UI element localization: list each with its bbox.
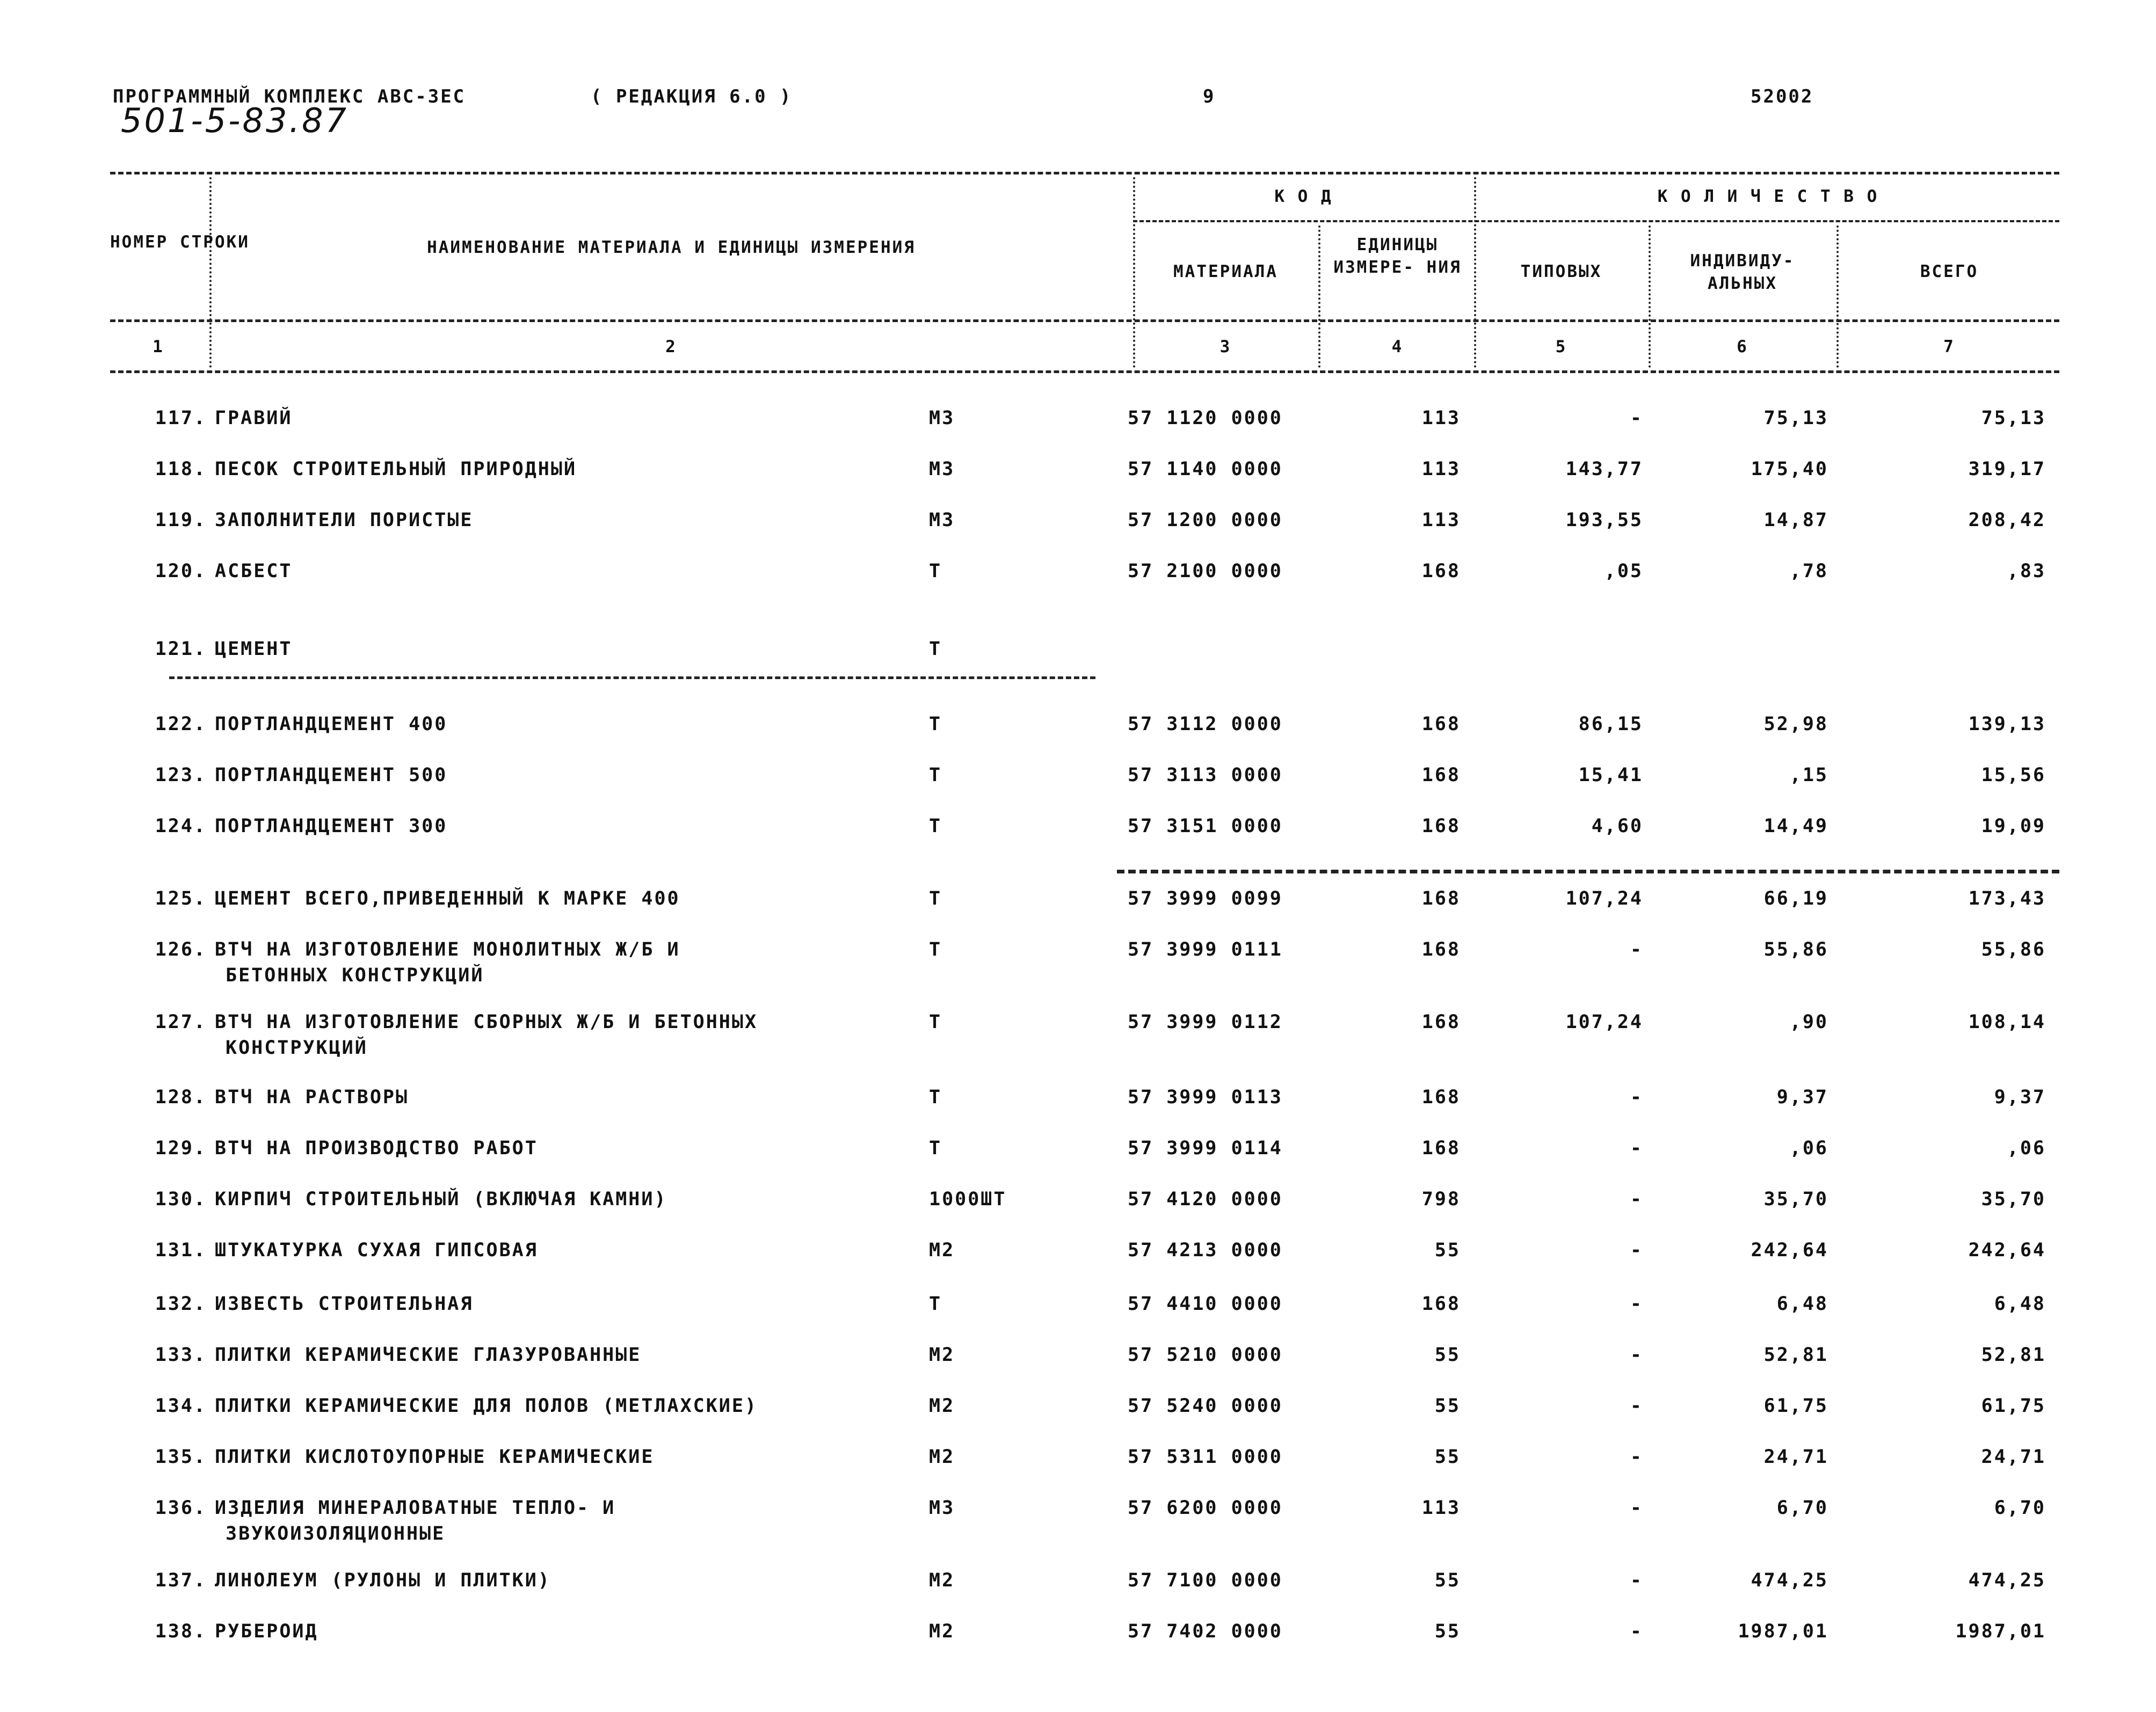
document-number: 501-5-83.87 bbox=[121, 101, 349, 140]
unit-code: 168 bbox=[1421, 1293, 1461, 1315]
qty-total: 9,37 bbox=[1994, 1087, 2046, 1108]
unit: Т bbox=[929, 939, 942, 960]
header-separator bbox=[1474, 177, 1476, 368]
unit: М2 bbox=[929, 1570, 955, 1591]
unit-code: 168 bbox=[1421, 713, 1461, 735]
material-code: 57 1140 0000 bbox=[1128, 458, 1283, 480]
qty-individual: 1987,01 bbox=[1738, 1621, 1828, 1642]
qty-individual: ,90 bbox=[1789, 1011, 1828, 1033]
material-name: ПЛИТКИ КЕРАМИЧЕСКИЕ ГЛАЗУРОВАННЫЕ bbox=[215, 1344, 642, 1366]
material-name: ВТЧ НА ПРОИЗВОДСТВО РАБОТ bbox=[215, 1138, 538, 1159]
qty-individual: 35,70 bbox=[1763, 1189, 1828, 1210]
material-name: ПОРТЛАНДЦЕМЕНТ 400 bbox=[215, 713, 448, 735]
row-number: 118. bbox=[155, 458, 207, 480]
qty-individual: 66,19 bbox=[1763, 888, 1828, 909]
unit: Т bbox=[929, 638, 942, 660]
row-number: 138. bbox=[155, 1621, 207, 1642]
unit: М3 bbox=[929, 1497, 955, 1519]
row-number: 133. bbox=[155, 1344, 207, 1366]
unit-code: 168 bbox=[1421, 1011, 1461, 1033]
qty-typical: 107,24 bbox=[1565, 888, 1643, 909]
header-separator bbox=[1318, 225, 1320, 368]
unit: Т bbox=[929, 1087, 942, 1108]
row-number: 128. bbox=[155, 1087, 207, 1108]
row-number: 134. bbox=[155, 1395, 207, 1417]
qty-total: 52,81 bbox=[1981, 1344, 2046, 1366]
col-number: 4 bbox=[1391, 337, 1404, 356]
material-code: 57 3999 0114 bbox=[1128, 1138, 1283, 1159]
material-code: 57 5240 0000 bbox=[1128, 1395, 1283, 1417]
qty-individual: 6,48 bbox=[1776, 1293, 1828, 1315]
material-name: ШТУКАТУРКА СУХАЯ ГИПСОВАЯ bbox=[215, 1240, 538, 1261]
col-head-qty-typical: ТИПОВЫХ bbox=[1520, 262, 1602, 281]
qty-individual: 52,81 bbox=[1763, 1344, 1828, 1366]
material-code: 57 4120 0000 bbox=[1128, 1189, 1283, 1210]
qty-individual: 14,87 bbox=[1763, 509, 1828, 531]
material-name: ПЛИТКИ КИСЛОТОУПОРНЫЕ КЕРАМИЧЕСКИЕ bbox=[215, 1446, 655, 1468]
row-number: 126. bbox=[155, 939, 207, 960]
qty-total: 6,70 bbox=[1994, 1497, 2046, 1519]
row-number: 121. bbox=[155, 638, 207, 660]
unit: 1000ШТ bbox=[929, 1189, 1007, 1210]
program-name: ПРОГРАММНЫЙ КОМПЛЕКС АВС-3ЕС bbox=[113, 86, 466, 107]
unit: М2 bbox=[929, 1395, 955, 1417]
unit: Т bbox=[929, 888, 942, 909]
qty-individual: 6,70 bbox=[1776, 1497, 1828, 1519]
row-number: 123. bbox=[155, 764, 207, 786]
qty-total: ,06 bbox=[2007, 1138, 2046, 1159]
qty-total: 319,17 bbox=[1968, 458, 2046, 480]
qty-individual: 14,49 bbox=[1763, 815, 1828, 837]
qty-typical: - bbox=[1630, 1189, 1643, 1210]
unit: М3 bbox=[929, 509, 955, 531]
row-number: 129. bbox=[155, 1138, 207, 1159]
material-name: ПЕСОК СТРОИТЕЛЬНЫЙ ПРИРОДНЫЙ bbox=[215, 458, 577, 480]
qty-typical: - bbox=[1630, 1446, 1643, 1468]
qty-typical: - bbox=[1630, 407, 1643, 429]
header-separator bbox=[209, 177, 212, 368]
unit-code: 113 bbox=[1421, 407, 1461, 429]
unit-code: 168 bbox=[1421, 1087, 1461, 1108]
material-code: 57 1200 0000 bbox=[1128, 509, 1283, 531]
qty-total: ,83 bbox=[2007, 560, 2046, 582]
material-name-continued: БЕТОННЫХ КОНСТРУКЦИЙ bbox=[226, 965, 484, 986]
col-head-qty-group: К О Л И Ч Е С Т В О bbox=[1657, 187, 1879, 206]
row-number: 131. bbox=[155, 1240, 207, 1261]
qty-typical: ,05 bbox=[1604, 560, 1643, 582]
material-name: ИЗВЕСТЬ СТРОИТЕЛЬНАЯ bbox=[215, 1293, 474, 1315]
material-name: ЗАПОЛНИТЕЛИ ПОРИСТЫЕ bbox=[215, 509, 474, 531]
material-name: РУБЕРОИД bbox=[215, 1621, 318, 1642]
qty-total: 242,64 bbox=[1968, 1240, 2046, 1261]
qty-total: 1987,01 bbox=[1955, 1621, 2046, 1642]
material-name: ВТЧ НА РАСТВОРЫ bbox=[215, 1087, 409, 1108]
material-code: 57 3999 0113 bbox=[1128, 1087, 1283, 1108]
col-number: 1 bbox=[153, 337, 164, 356]
material-code: 57 3151 0000 bbox=[1128, 815, 1283, 837]
page-number: 9 bbox=[1203, 86, 1216, 107]
header-separator bbox=[1836, 225, 1839, 368]
unit: Т bbox=[929, 764, 942, 786]
material-name: ИЗДЕЛИЯ МИНЕРАЛОВАТНЫЕ ТЕПЛО- И bbox=[215, 1497, 616, 1519]
header-separator bbox=[1649, 225, 1651, 368]
qty-total: 108,14 bbox=[1968, 1011, 2046, 1033]
row-number: 130. bbox=[155, 1189, 207, 1210]
material-code: 57 7100 0000 bbox=[1128, 1570, 1283, 1591]
qty-total: 6,48 bbox=[1994, 1293, 2046, 1315]
qty-typical: - bbox=[1630, 1344, 1643, 1366]
qty-typical: 143,77 bbox=[1565, 458, 1643, 480]
qty-typical: - bbox=[1630, 1497, 1643, 1519]
material-name: ПОРТЛАНДЦЕМЕНТ 500 bbox=[215, 764, 448, 786]
qty-total: 24,71 bbox=[1981, 1446, 2046, 1468]
material-name: КИРПИЧ СТРОИТЕЛЬНЫЙ (ВКЛЮЧАЯ КАМНИ) bbox=[215, 1189, 667, 1210]
header-bottom-rule bbox=[110, 319, 2059, 322]
qty-individual: 61,75 bbox=[1763, 1395, 1828, 1417]
col-number: 6 bbox=[1737, 337, 1748, 356]
qty-typical: - bbox=[1630, 1087, 1643, 1108]
qty-individual: 52,98 bbox=[1763, 713, 1828, 735]
col-number: 2 bbox=[665, 337, 677, 356]
cement-group-rule bbox=[169, 676, 1095, 679]
qty-typical: - bbox=[1630, 939, 1643, 960]
qty-typical: - bbox=[1630, 1570, 1643, 1591]
unit-code: 113 bbox=[1421, 1497, 1461, 1519]
unit-code: 55 bbox=[1434, 1395, 1461, 1417]
row-number: 124. bbox=[155, 815, 207, 837]
qty-typical: 15,41 bbox=[1578, 764, 1643, 786]
qty-individual: ,78 bbox=[1789, 560, 1828, 582]
unit-code: 113 bbox=[1421, 509, 1461, 531]
unit: М3 bbox=[929, 458, 955, 480]
qty-individual: 474,25 bbox=[1751, 1570, 1828, 1591]
qty-individual: ,15 bbox=[1789, 764, 1828, 786]
unit: М3 bbox=[929, 407, 955, 429]
unit-code: 168 bbox=[1421, 888, 1461, 909]
unit: Т bbox=[929, 1011, 942, 1033]
col-head-code-material: МАТЕРИАЛА bbox=[1173, 262, 1278, 281]
header-group-rule bbox=[1133, 220, 2059, 222]
col-number: 7 bbox=[1943, 337, 1955, 356]
material-name: ЛИНОЛЕУМ (РУЛОНЫ И ПЛИТКИ) bbox=[215, 1570, 551, 1591]
material-name: АСБЕСТ bbox=[215, 560, 293, 582]
row-number: 136. bbox=[155, 1497, 207, 1519]
material-name: ВТЧ НА ИЗГОТОВЛЕНИЕ МОНОЛИТНЫХ Ж/Б И bbox=[215, 939, 680, 960]
qty-individual: 175,40 bbox=[1751, 458, 1828, 480]
qty-total: 474,25 bbox=[1968, 1570, 2046, 1591]
qty-total: 208,42 bbox=[1968, 509, 2046, 531]
qty-typical: 193,55 bbox=[1565, 509, 1643, 531]
unit: Т bbox=[929, 1293, 942, 1315]
unit: Т bbox=[929, 713, 942, 735]
row-number: 127. bbox=[155, 1011, 207, 1033]
unit: Т bbox=[929, 1138, 942, 1159]
qty-total: 61,75 bbox=[1981, 1395, 2046, 1417]
qty-total: 55,86 bbox=[1981, 939, 2046, 960]
qty-individual: 242,64 bbox=[1751, 1240, 1828, 1261]
col-number: 3 bbox=[1219, 337, 1232, 356]
row-number: 120. bbox=[155, 560, 207, 582]
unit-code: 168 bbox=[1421, 1138, 1461, 1159]
unit-code: 113 bbox=[1421, 458, 1461, 480]
col-head-code-group: К О Д bbox=[1274, 187, 1333, 206]
colnum-bottom-rule bbox=[110, 370, 2059, 373]
material-code: 57 7402 0000 bbox=[1128, 1621, 1283, 1642]
material-code: 57 5210 0000 bbox=[1128, 1344, 1283, 1366]
material-code: 57 2100 0000 bbox=[1128, 560, 1283, 582]
material-name: ЦЕМЕНТ ВСЕГО,ПРИВЕДЕННЫЙ К МАРКЕ 400 bbox=[215, 888, 680, 909]
material-name-continued: КОНСТРУКЦИЙ bbox=[226, 1037, 368, 1059]
qty-typical: - bbox=[1630, 1621, 1643, 1642]
qty-total: 35,70 bbox=[1981, 1189, 2046, 1210]
row-number: 119. bbox=[155, 509, 207, 531]
material-code: 57 3112 0000 bbox=[1128, 713, 1283, 735]
unit-code: 168 bbox=[1421, 939, 1461, 960]
unit: М2 bbox=[929, 1446, 955, 1468]
material-name: ВТЧ НА ИЗГОТОВЛЕНИЕ СБОРНЫХ Ж/Б И БЕТОННЫХ bbox=[215, 1011, 758, 1033]
qty-typical: - bbox=[1630, 1293, 1643, 1315]
row-number: 125. bbox=[155, 888, 207, 909]
unit-code: 55 bbox=[1434, 1344, 1461, 1366]
qty-individual: ,06 bbox=[1789, 1138, 1828, 1159]
col-head-code-unit: ЕДИНИЦЫ ИЗМЕРЕ- НИЯ bbox=[1333, 235, 1462, 277]
material-name: ГРАВИЙ bbox=[215, 407, 293, 429]
material-code: 57 3999 0112 bbox=[1128, 1011, 1283, 1033]
unit-code: 55 bbox=[1434, 1240, 1461, 1261]
material-name-continued: ЗВУКОИЗОЛЯЦИОННЫЕ bbox=[226, 1523, 446, 1545]
material-name: ЦЕМЕНТ bbox=[215, 638, 293, 660]
unit-code: 168 bbox=[1421, 560, 1461, 582]
table-top-rule bbox=[110, 172, 2059, 174]
material-name: ПОРТЛАНДЦЕМЕНТ 300 bbox=[215, 815, 448, 837]
qty-total: 139,13 bbox=[1968, 713, 2046, 735]
qty-typical: 107,24 bbox=[1565, 1011, 1643, 1033]
unit: М2 bbox=[929, 1240, 955, 1261]
material-name: ПЛИТКИ КЕРАМИЧЕСКИЕ ДЛЯ ПОЛОВ (МЕТЛАХСКИЕ) bbox=[215, 1395, 758, 1417]
qty-individual: 9,37 bbox=[1776, 1087, 1828, 1108]
qty-total: 15,56 bbox=[1981, 764, 2046, 786]
cement-total-rule bbox=[1117, 870, 2059, 873]
qty-typical: 4,60 bbox=[1591, 815, 1643, 837]
row-number: 132. bbox=[155, 1293, 207, 1315]
col-head-row-number: НОМЕР СТРОКИ bbox=[110, 232, 250, 252]
material-code: 57 1120 0000 bbox=[1128, 407, 1283, 429]
qty-total: 75,13 bbox=[1981, 407, 2046, 429]
unit-code: 55 bbox=[1434, 1621, 1461, 1642]
unit-code: 55 bbox=[1434, 1570, 1461, 1591]
unit-code: 168 bbox=[1421, 815, 1461, 837]
row-number: 122. bbox=[155, 713, 207, 735]
row-number: 135. bbox=[155, 1446, 207, 1468]
unit: Т bbox=[929, 560, 942, 582]
unit-code: 798 bbox=[1421, 1189, 1461, 1210]
col-number: 5 bbox=[1555, 337, 1567, 356]
material-code: 57 3113 0000 bbox=[1128, 764, 1283, 786]
col-head-qty-total: ВСЕГО bbox=[1920, 262, 1979, 281]
qty-typical: - bbox=[1630, 1240, 1643, 1261]
col-head-qty-individual: ИНДИВИДУ- АЛЬНЫХ bbox=[1690, 251, 1795, 293]
material-code: 57 3999 0111 bbox=[1128, 939, 1283, 960]
code-number: 52002 bbox=[1751, 86, 1814, 107]
unit-code: 55 bbox=[1434, 1446, 1461, 1468]
row-number: 137. bbox=[155, 1570, 207, 1591]
material-code: 57 4410 0000 bbox=[1128, 1293, 1283, 1315]
qty-individual: 24,71 bbox=[1763, 1446, 1828, 1468]
col-head-name: НАИМЕНОВАНИЕ МАТЕРИАЛА И ЕДИНИЦЫ ИЗМЕРЕНИЯ bbox=[427, 238, 916, 257]
qty-individual: 75,13 bbox=[1763, 407, 1828, 429]
unit: Т bbox=[929, 815, 942, 837]
edition-label: ( РЕДАКЦИЯ 6.0 ) bbox=[591, 86, 793, 107]
qty-individual: 55,86 bbox=[1763, 939, 1828, 960]
unit: М2 bbox=[929, 1344, 955, 1366]
qty-typical: - bbox=[1630, 1395, 1643, 1417]
qty-total: 173,43 bbox=[1968, 888, 2046, 909]
unit-code: 168 bbox=[1421, 764, 1461, 786]
material-code: 57 3999 0099 bbox=[1128, 888, 1283, 909]
qty-typical: 86,15 bbox=[1578, 713, 1643, 735]
qty-total: 19,09 bbox=[1981, 815, 2046, 837]
material-code: 57 5311 0000 bbox=[1128, 1446, 1283, 1468]
row-number: 117. bbox=[155, 407, 207, 429]
material-code: 57 6200 0000 bbox=[1128, 1497, 1283, 1519]
material-code: 57 4213 0000 bbox=[1128, 1240, 1283, 1261]
qty-typical: - bbox=[1630, 1138, 1643, 1159]
unit: М2 bbox=[929, 1621, 955, 1642]
